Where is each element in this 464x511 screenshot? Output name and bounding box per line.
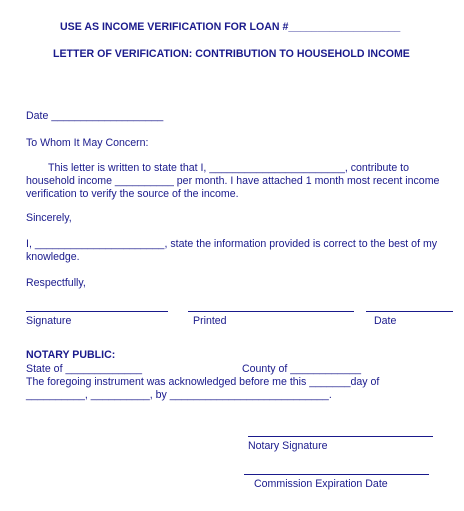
printed-label: Printed xyxy=(193,315,227,327)
commission-expiration-line xyxy=(244,474,429,475)
notary-heading: NOTARY PUBLIC: xyxy=(26,349,116,361)
closing-sincerely: Sincerely, xyxy=(26,212,72,224)
date-field-line: Date ___________________ xyxy=(26,110,164,122)
commission-expiration-label: Commission Expiration Date xyxy=(254,478,388,490)
statement-line-1: I, ______________________, state the information provided is correct to the best of my xyxy=(26,238,438,250)
paragraph-line-1: This letter is written to state that I, _______________________, contribute to xyxy=(48,162,410,174)
signature-label: Signature xyxy=(26,315,72,327)
paragraph-line-2: household income __________ per month. I have attached 1 month most recent income xyxy=(26,175,440,187)
acknowledgment-line-1: The foregoing instrument was acknowledged before me this _______day of xyxy=(26,376,380,388)
salutation: To Whom It May Concern: xyxy=(26,137,149,149)
paragraph-line-3: verification to verify the source of the income. xyxy=(26,188,239,200)
acknowledgment-line-2: __________, __________, by ___________________________. xyxy=(26,389,332,401)
date-label: Date xyxy=(374,315,397,327)
closing-respectfully: Respectfully, xyxy=(26,277,86,289)
date-signature-line xyxy=(366,311,453,312)
state-of-line: State of _____________ xyxy=(26,363,143,375)
form-title: USE AS INCOME VERIFICATION FOR LOAN #___________________ xyxy=(60,21,401,33)
notary-signature-line xyxy=(248,436,433,437)
form-subtitle: LETTER OF VERIFICATION: CONTRIBUTION TO HOUSEHOLD INCOME xyxy=(53,48,410,60)
printed-name-line xyxy=(188,311,354,312)
statement-line-2: knowledge. xyxy=(26,251,80,263)
county-of-line: County of ____________ xyxy=(242,363,361,375)
signature-line xyxy=(26,311,168,312)
notary-signature-label: Notary Signature xyxy=(248,440,328,452)
